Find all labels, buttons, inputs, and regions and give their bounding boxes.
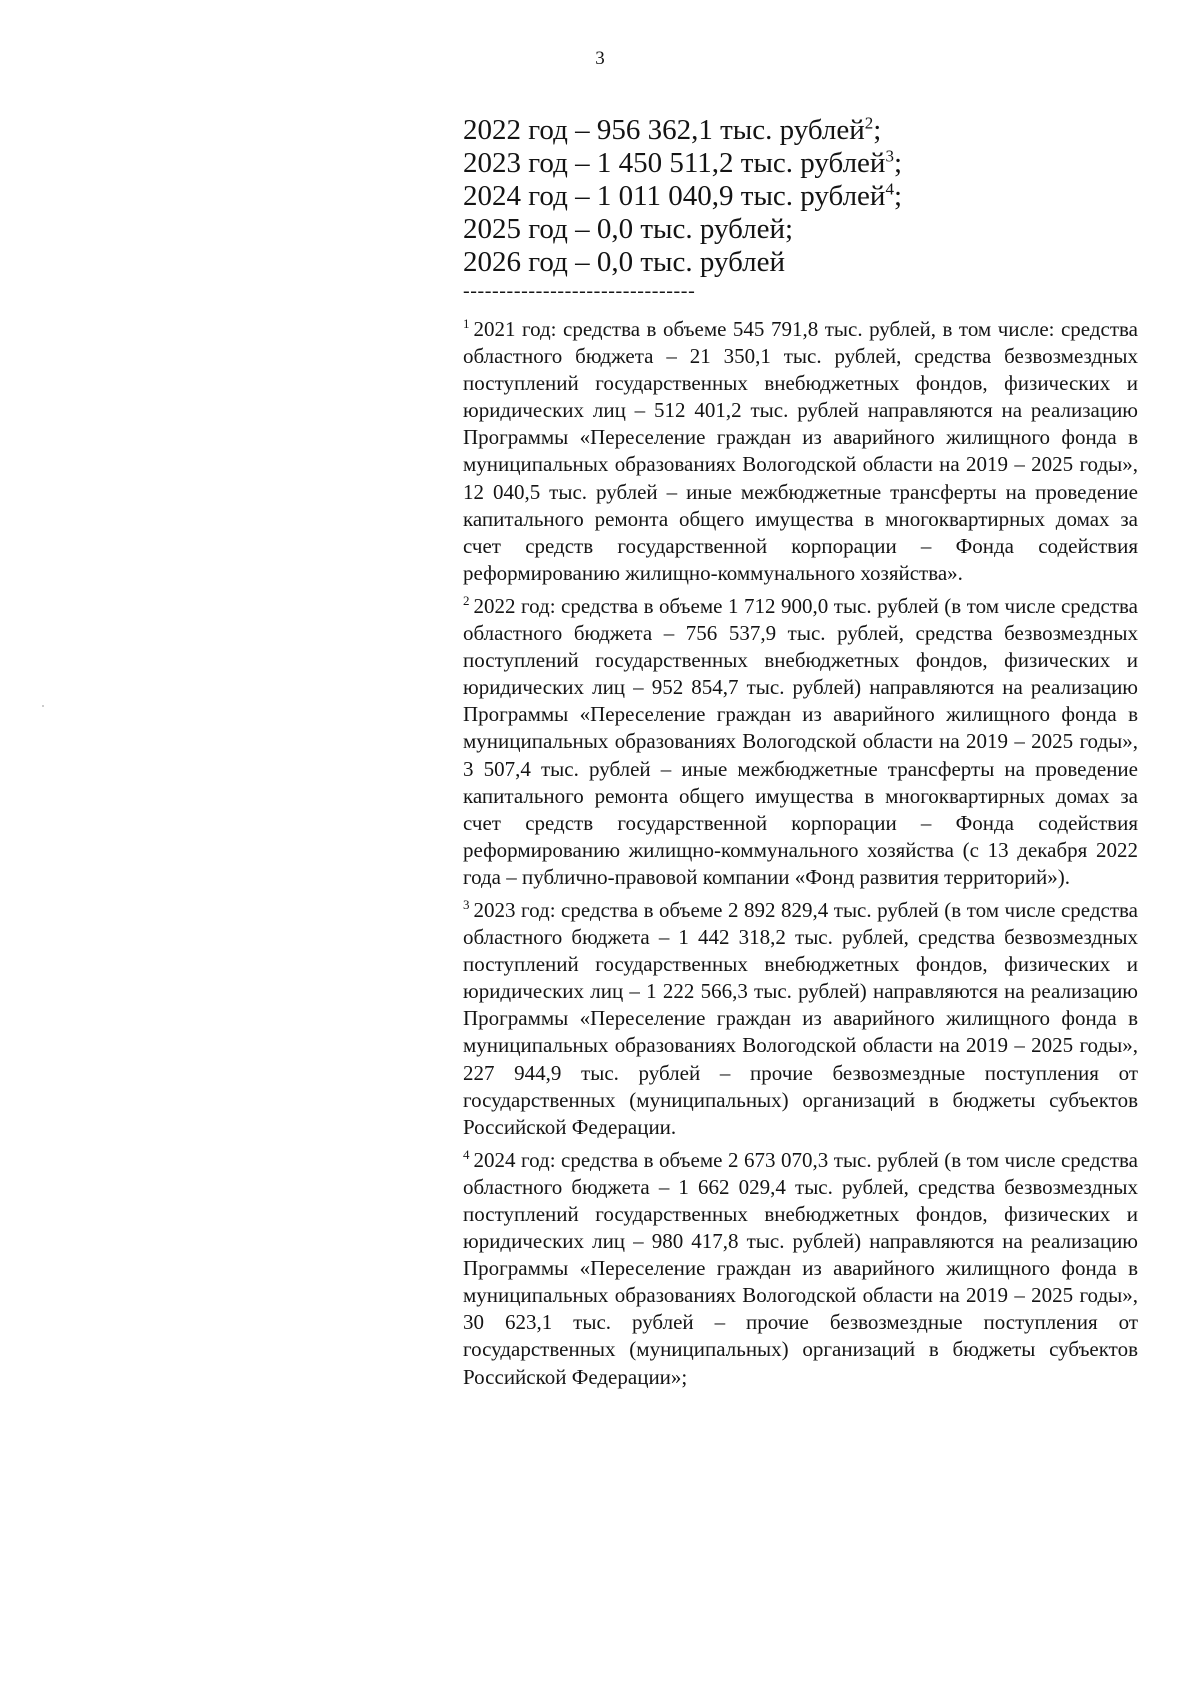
year-line-text: 2026 год – 0,0 тыс. рублей [463, 246, 786, 278]
footnotes [463, 310, 1138, 1391]
footnote-mark: 4 [463, 1146, 470, 1162]
year-line-2023 [463, 147, 1143, 180]
footnote-mark: 2 [463, 592, 470, 608]
footnote-text: 2021 год: средства в объеме 545 791,8 тыс. рублей, в том числе: средства областного бюджета – 21 350,1 тыс. рублей, средства безвозмездных поступлений государственных внебюджетных фондов, физических и юридических лиц – 512 401,2 тыс. рублей направляются на реализацию Программы «Переселение граждан из аварийного жилищного фонда в муниципальных образованиях Вологодской области на 2019 – 2025 годы», 12 040,5 тыс. рублей – иные межбюджетные трансферты на проведение капитального ремонта общего имущества в многоквартирных домах за счет средств государственной корпорации – Фонда содействия реформированию жилищно-коммунального хозяйства». [463, 317, 1138, 585]
year-line-text: 2022 год – 956 362,1 тыс. рублей [463, 114, 865, 146]
footnote-mark: 1 [463, 316, 470, 331]
funding-by-year-list [463, 114, 1143, 279]
footnote-text: 2024 год: средства в объеме 2 673 070,3 тыс. рублей (в том числе средства областного бюджета – 1 662 029,4 тыс. рублей, средства безвозмездных поступлений государственных внебюджетных фондов, физических и юридических лиц – 980 417,8 тыс. рублей) направляются на реализацию Программы «Переселение граждан из аварийного жилищного фонда в муниципальных образованиях Вологодской области на 2019 – 2025 годы», 30 623,1 тыс. рублей – прочие безвозмездные поступления от государственных (муниципальных) организаций в бюджеты субъектов Российской Федерации»; [463, 1147, 1138, 1389]
footnote-ref: 4 [885, 179, 894, 199]
footnote-mark: 3 [463, 896, 470, 912]
year-line-2024 [463, 180, 1143, 213]
line-end: ; [893, 180, 902, 212]
footnote-text: 2022 год: средства в объеме 1 712 900,0 тыс. рублей (в том числе средства областного бюджета – 756 537,9 тыс. рублей, средства безвозмездных поступлений государственных внебюджетных фондов, физических и юридических лиц – 952 854,7 тыс. рублей) направляются на реализацию Программы «Переселение граждан из аварийного жилищного фонда в муниципальных образованиях Вологодской области на 2019 – 2025 годы», 3 507,4 тыс. рублей – иные межбюджетные трансферты на проведение капитального ремонта общего имущества в многоквартирных домах за счет средств государственной корпорации – Фонда содействия реформированию жилищно-коммунального хозяйства (с 13 декабря 2022 года – публично-правовой компании «Фонд развития территорий»). [463, 593, 1138, 889]
footnote-4 [463, 1141, 1138, 1391]
year-line-2022 [463, 114, 1143, 147]
footnote-2 [463, 587, 1138, 891]
footnote-text: 2023 год: средства в объеме 2 892 829,4 тыс. рублей (в том числе средства областного бюджета – 1 442 318,2 тыс. рублей, средства безвозмездных поступлений государственных внебюджетных фондов, физических и юридических лиц – 1 222 566,3 тыс. рублей) направляются на реализацию Программы «Переселение граждан из аварийного жилищного фонда в муниципальных образованиях Вологодской области на 2019 – 2025 годы», 227 944,9 тыс. рублей – прочие безвозмездные поступления от государственных (муниципальных) организаций в бюджеты субъектов Российской Федерации. [463, 897, 1138, 1139]
year-line-2025 [463, 213, 1143, 246]
page-number: 3 [595, 48, 605, 69]
year-line-text: 2024 год – 1 011 040,9 тыс. рублей [463, 180, 886, 212]
year-line-text: 2025 год – 0,0 тыс. рублей; [463, 213, 794, 245]
line-end: ; [893, 147, 902, 179]
footnote-ref: 3 [885, 146, 894, 166]
footnote-ref: 2 [864, 113, 874, 133]
footnote-3 [463, 891, 1138, 1141]
line-end: ; [873, 114, 882, 146]
year-line-2026 [463, 246, 1143, 279]
year-line-text: 2023 год – 1 450 511,2 тыс. рублей [463, 147, 886, 179]
footnote-separator: -------------------------------- [463, 280, 696, 302]
scan-speck [42, 705, 44, 707]
footnote-1 [463, 310, 1138, 587]
